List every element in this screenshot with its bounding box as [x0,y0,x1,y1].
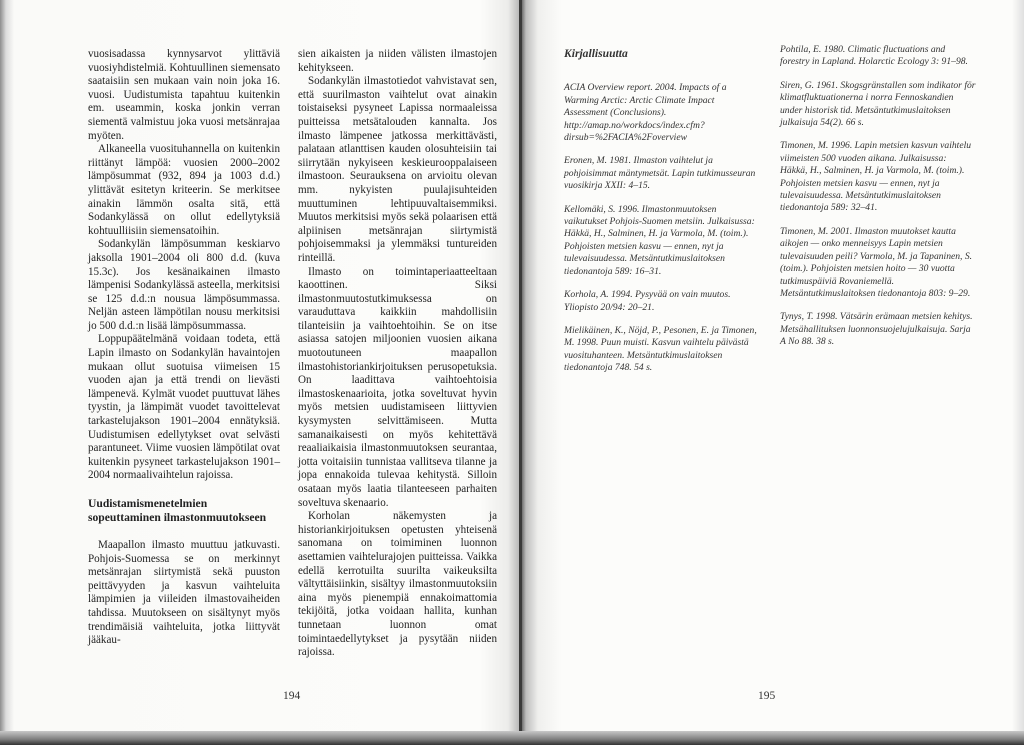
reference-entry: Siren, G. 1961. Skogsgränstallen som indikator för klimatfluktuationerna i norra Fennoskandien under historisk tid. Metsäntutkimuslaitoksen julkaisuja 54(2). 66 s. [780,79,976,129]
references-heading: Kirjallisuutta [564,47,628,60]
reference-entry: Pohtila, E. 1980. Climatic fluctuations and forestry in Lapland. Holarctic Ecology 3: 91–98. [780,44,968,68]
reference-entry: Kellomäki, S. 1996. Ilmastonmuutoksen vaikutukset Pohjois-Suomen metsiin. Julkaisussa: Häkkä, H., Salminen, H. ja Varmola, M. (toim.). Pohjoisten metsien kasvu — ennen, nyt ja tulevaisuudessa. Metsäntutkimuslaitoksen tiedonantoja 589: 16–31. [564,203,755,277]
left-column-2 [298,48,497,660]
paragraph: Sodankylän ilmastotiedot vahvistavat sen, että suurilmaston vaihtelut ovat ainakin toistaiseksi pysyneet Lapissa normaaleissa puitteissa metsätalouden kannalta. Jos ilmasto lämpenee jatkossa merkittävästi, palataan atlanttisen kauden olosuhteisiin tai siirrytään nykyiseen keskieurooppalaiseen ilmastoon. Seurauksena on arvioitu olevan mm. nykyisten puulajisuhteiden muuttuminen lehtipuuvaltaisemmiksi. Muutos merkitsisi myös sekä polaarisen että alpiinisen metsänrajan siirtymistä pohjoisemmaksi ja ylemmäksi tuntureiden rinteillä. [298,75,497,264]
page-number-right: 195 [758,690,776,702]
paragraph: Loppupäätelmänä voidaan todeta, että Lapin ilmasto on Sodankylän havaintojen mukaan ollut suotuisa viimeisen 15 vuoden ajan ja että trendi on lievästi lämpenevä. Kylmät vuodet puuttuvat lähes tyystin, ja lämpimät vuodet tavoittelevat tarkastelujakson 1901–2004 ennätyksiä. Uudistumisen edellytykset ovat selvästi parantuneet. Viime vuosien lämpötilat ovat kuitenkin pysyneet tarkastelujakson 1901–2004 normaalivaihtelun rajoissa. [88,333,280,482]
references-column-1 [564,48,760,386]
references-column-2 [780,44,976,360]
page-number-left: 194 [283,690,301,702]
reference-entry: ACIA Overview report. 2004. Impacts of a Warming Arctic: Arctic Climate Impact Assessment (Conclusions). http://amap.no/workdocs/index.cfm?dirsub=%2FACIA%2Foverview [564,82,727,144]
paragraph: sien aikaisten ja niiden välisten ilmastojen kehitykseen. [298,48,497,74]
reference-entry: Timonen, M. 2001. Ilmaston muutokset kautta aikojen — onko menneisyys Lapin metsien tulevaisuuden peili? Varmola, M. ja Tapaninen, S. (toim.). Pohjoisten metsien hoito — 30 vuotta tutkimuspäiviä Rovaniemellä. Metsäntutkimuslaitoksen tiedonantoja 803: 9–29. [780,225,973,299]
scan-bottom-edge [0,731,1024,745]
paragraph: Sodankylän lämpösumman keskiarvo jaksolla 1901–2004 oli 800 d.d. (kuva 15.3c). Jos kesänaikainen ilmasto lämpenisi Sodankylässä asteella, merkitsisi se 125 d.d.:n nousua lämpösummassa. Neljän asteen lämpötilan nousu merkitsisi jo 500 d.d.:n lisää lämpösummassa. [88,238,280,332]
paragraph: Ilmasto on toimintaperiaatteeltaan kaoottinen. Siksi ilmastonmuutostutkimuksessa on varauduttava kaikkiin mahdollisiin tilanteisiin ja vaihtoehtoihin. Se on itse asiassa satojen miljoonien vuosien aikana muotoutuneen maapallon ilmastohistoriankirjoituksen perusopetuksia. On laadittava vaihtoehtoisia ilmastoskenaarioita, jotka soveltuvat hyvin myös metsien uudistamiseen liittyvien kysymysten selvittämiseen. Mutta samanaikaisesti on myös kehitettävä reaaliaikaisia ilmastonmuutoksen seurantaa, jotta voitaisiin tunnistaa vallitseva tilanne ja jopa ennakoida tulevaa kehitystä. Silloin osataan myös laatia tilanteeseen parhaiten soveltuva skenaario. [298,265,497,509]
right-page [522,0,1024,745]
reference-entry: Timonen, M. 1996. Lapin metsien kasvun vaihtelu viimeisten 500 vuoden aikana. Julkaisussa: Häkkä, H., Salminen, H. ja Varmola, M. (toim.). Pohjoisten metsien kasvu — ennen, nyt ja tulevaisuudessa. Metsäntutkimuslaitoksen tiedonantoja 589: 32–41. [780,140,972,214]
paragraph: Korholan näkemysten ja historiankirjoituksen opetusten yhteisenä sanomana on toimiminen luonnon asettamien vaihtelurajojen puitteissa. Vaikka edellä kerrotuilta suurilta vaikeuksilta vältyttäisiinkin, sisältyy ilmastonmuutoksiin aina myös pienempiä ennakoimattomia tekijöitä, jotka voidaan hallita, kunhan tunnetaan luonnon omat toimintaedellytykset ja pysytään niiden rajoissa. [298,510,497,659]
paragraph: Alkaneella vuosituhannella on kuitenkin riittänyt lämpöä: vuosien 2000–2002 lämpösummat (932, 894 ja 1003 d.d.) ylittävät esitetyn kriteerin. Se merkitsee ainakin lämmön osalta sitä, että Sodankylässä on ollut edellytyksiä kohtuulliisiin siemensatoihin. [88,143,280,237]
reference-entry: Mielikäinen, K., Nöjd, P., Pesonen, E. ja Timonen, M. 1998. Puun muisti. Kasvun vaihtelu päivästä vuosituhanteen. Metsäntutkimuslaitoksen tiedonantoja 748. 54 s. [564,324,757,374]
paragraph: vuosisadassa kynnysarvot ylittäviä vuosiyhdistelmiä. Kohtuullinen siemensato saataisiin sen mukaan vain noin joka 16. vuosi. Uudistumista tapahtuu kuitenkin em. useammin, koska jonkin verran siementä valmistuu joka vuosi metsänrajaa myöten. [88,48,280,142]
left-column-1 [88,48,280,648]
section-heading: Uudistamismenetelmien sopeuttaminen ilmastonmuutokseen [88,497,267,524]
reference-entry: Eronen, M. 1981. Ilmaston vaihtelut ja pohjoisimmat mäntymetsät. Lapin tutkimusseuran vuosikirja XXII: 4–15. [564,155,756,192]
paragraph: Maapallon ilmasto muuttuu jatkuvasti. Pohjois-Suomessa se on merkinnyt metsänrajan siirtymistä sekä puuston peittävyyden ja kasvun vaihteluita lämpimien ja viileiden ilmastovaiheiden tahdissa. Muutokseen on sisältynyt myös trendimäisiä vaihteluita, jotka liittyvät jääkau- [88,539,280,647]
reference-entry: Tynys, T. 1998. Vätsärin erämaan metsien kehitys. Metsähallituksen luonnonsuojelujulkaisuja. Sarja A No 88. 38 s. [780,311,973,348]
reference-entry: Korhola, A. 1994. Pysyvää on vain muutos. Yliopisto 20/94: 20–21. [564,289,731,313]
